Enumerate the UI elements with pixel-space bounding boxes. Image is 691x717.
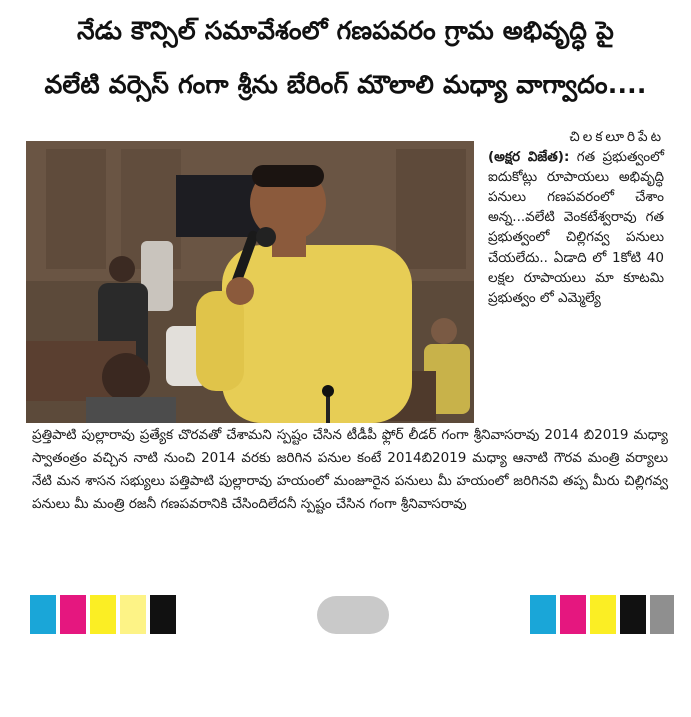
article-body: ప్రత్తిపాటి పుల్లారావు ప్రత్యేక చొరవతో చేశామని స్పష్టం చేసిన టీడీపీ ఫ్లోర్ లీడర్ గంగా శ్రీనివాసరావు 2014 బి2019 మధ్యా స్వాతంత్రం వచ్చిన నాటి నుంచి 2014 వరకు జరిగిన పనుల కంటే 2014బి2019 మధ్యా ఆనాటి గౌరవ మంత్రి వర్యాలు నేటి మన శాసన సభ్యులు పత్తిపాటి పుల్లారావు హయంలో మంజూరైన పనులు మీ హయంలో జరిగినవి తప్ప మీరు చిల్లిగవ్వ పనులు మీ మంత్రి రజనీ గణపవరానికి చేసిందిలేదనీ స్పష్టం చేసిన గంగా శ్రీనివాసరావు bbox=[32, 427, 668, 512]
registration-oval bbox=[317, 596, 389, 634]
news-photo bbox=[26, 141, 474, 423]
side-paragraph: గత ప్రభుత్వంలో ఐదుకోట్లు రూపాయలు అభివృద్ధి పనులు గణపవరంలో చేశాం అన్న...వలేటి వెంకటేశ్వరావు గత ప్రభుత్వంలో చిల్లిగవ్వ పనులు చేయలేదు.. ఏడాది లో 1కోటి 40 లక్షల రూపాయలు మా కూటమి ప్రభుత్వం లో ఎమ్మెల్యే bbox=[488, 149, 665, 306]
yellow-swatch bbox=[90, 595, 116, 634]
black-swatch bbox=[150, 595, 176, 634]
gray-swatch-right bbox=[650, 595, 674, 634]
dateline: చిలకలూరిపేట bbox=[569, 129, 664, 145]
article-side-column bbox=[488, 127, 664, 308]
man-speaking-photo-icon bbox=[26, 141, 474, 423]
yellow-swatch-right bbox=[590, 595, 616, 634]
source-label: (అక్షర విజేత): bbox=[488, 149, 570, 166]
magenta-swatch-right bbox=[560, 595, 586, 634]
magenta-swatch bbox=[60, 595, 86, 634]
cyan-swatch-right bbox=[530, 595, 556, 634]
headline-line-1: నేడు కౌన్సిల్ సమావేశంలో గణపవరం గ్రామ అభివృద్ధి పై bbox=[76, 16, 615, 45]
light-yellow-swatch bbox=[120, 595, 146, 634]
cyan-swatch bbox=[30, 595, 56, 634]
black-swatch-right bbox=[620, 595, 646, 634]
headline-line-2: వలేటి వర్సెస్ గంగా శ్రీను బేరింగ్ మౌలాలి మధ్యా వాగ్వాదం.... bbox=[44, 70, 647, 99]
